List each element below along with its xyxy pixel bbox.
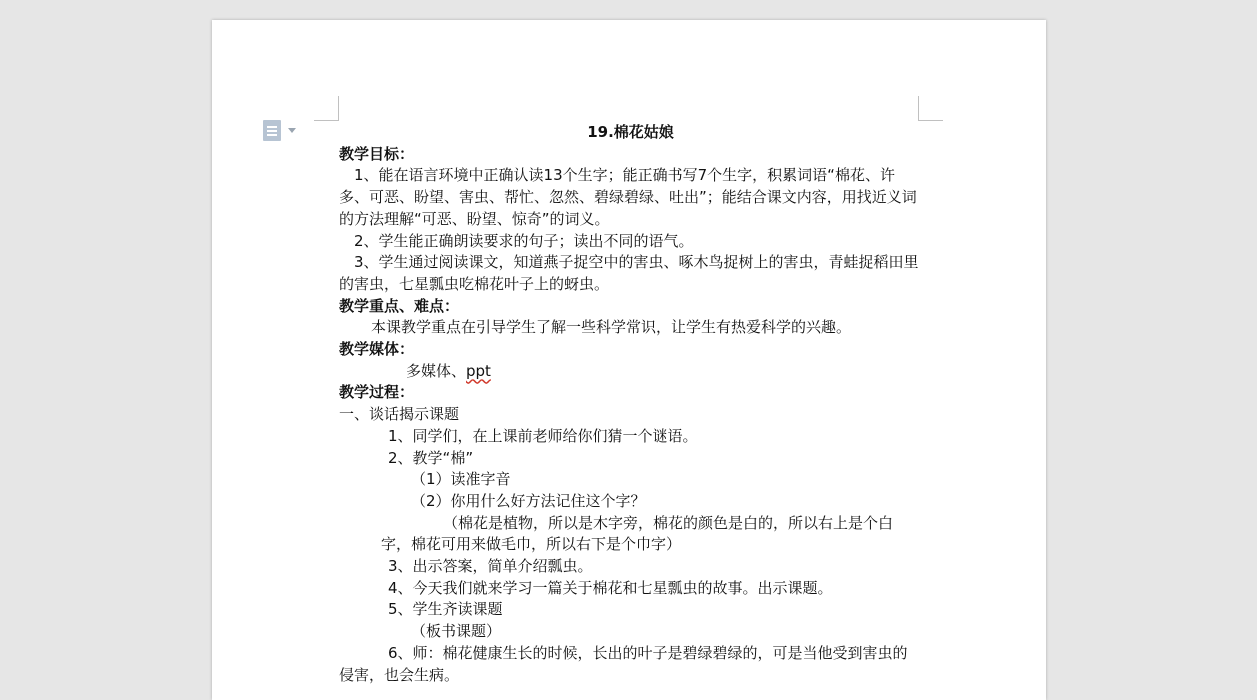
document-title: 19.棉花姑娘 <box>587 123 674 141</box>
list-item: 4、今天我们就来学习一篇关于棉花和七星瓢虫的故事。出示课题。 <box>388 578 833 597</box>
focus-heading: 教学重点、难点： <box>339 296 460 315</box>
list-item: 5、学生齐读课题 <box>388 600 503 619</box>
document-page <box>212 20 1046 700</box>
document-body[interactable] <box>339 122 922 686</box>
media-heading: 教学媒体： <box>339 340 415 359</box>
goal-item: 3、学生通过阅读课文，知道燕子捉空中的害虫、啄木鸟捉树上的害虫，青蛙捉稻田里的害虫，七星瓢虫吃棉花叶子上的蚜虫。 <box>339 253 919 293</box>
goal-item: 1、能在语言环境中正确认读13个生字；能正确书写7个生字，积累词语“棉花、许多、可恶、盼望、害虫、帮忙、忽然、碧绿碧绿、吐出”；能结合课文内容，用找近义词的方法理解“可恶、盼望、惊奇”的词义。 <box>339 166 917 228</box>
list-item: 3、出示答案，简单介绍瓢虫。 <box>388 557 593 576</box>
list-item-answer: （棉花是植物，所以是木字旁，棉花的颜色是白的，所以右上是个白字，棉花可用来做毛巾，所以右下是个巾字） <box>381 513 894 554</box>
chevron-down-icon <box>288 128 296 133</box>
margin-corner-top-left <box>314 96 339 121</box>
process-heading: 教学过程： <box>339 383 415 402</box>
goals-heading: 教学目标： <box>339 144 415 163</box>
list-item: （2）你用什么好方法记住这个字？ <box>411 491 646 510</box>
media-text-label: 多媒体、 <box>406 361 467 380</box>
clipboard-icon <box>263 120 281 141</box>
list-item: （1）读准字音 <box>411 470 511 489</box>
section-heading: 一、谈话揭示课题 <box>339 405 460 424</box>
list-item: （板书课题） <box>411 622 502 641</box>
goal-item: 2、学生能正确朗读要求的句子；读出不同的语气。 <box>354 231 694 250</box>
margin-corner-top-right <box>918 96 943 121</box>
list-item: 2、教学“棉” <box>388 448 474 467</box>
list-item: 1、同学们，在上课前老师给你们猜一个谜语。 <box>388 426 698 445</box>
paste-options-button[interactable] <box>263 120 303 142</box>
list-item: 6、师：棉花健康生长的时候，长出的叶子是碧绿碧绿的，可是当他受到害虫的侵害，也会生病。 <box>339 643 908 684</box>
media-text <box>339 361 922 383</box>
focus-text: 本课教学重点在引导学生了解一些科学常识，让学生有热爱科学的兴趣。 <box>371 318 852 337</box>
spellcheck-word-ppt[interactable]: ppt <box>466 361 491 380</box>
